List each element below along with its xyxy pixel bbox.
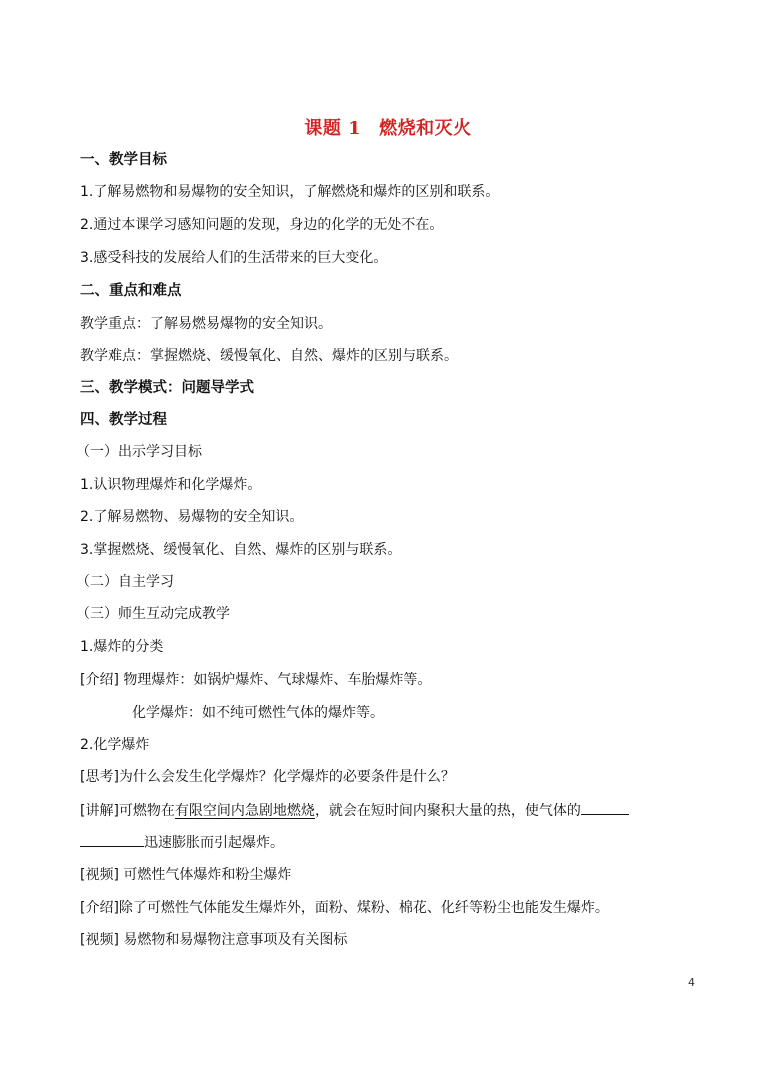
video-safety-signs: [视频] 易燃物和易爆物注意事项及有关图标: [80, 932, 348, 948]
topic-chemical-explosion: 2.化学爆炸: [80, 737, 150, 753]
key-point: 教学重点：了解易燃易爆物的安全知识。: [80, 316, 332, 332]
objective-item-3: 3.感受科技的发展给人们的生活带来的巨大变化。: [80, 250, 388, 266]
title-label: 课题 1: [304, 118, 362, 139]
intro-dust-explosion: [介绍]除了可燃性气体能发生爆炸外，面粉、煤粉、棉花、化纤等粉尘也能发生爆炸。: [80, 900, 609, 916]
intro-chemical-explosion: 化学爆炸：如不纯可燃性气体的爆炸等。: [132, 705, 384, 721]
goal-item-3: 3.掌握燃烧、缓慢氧化、自然、爆炸的区别与联系。: [80, 542, 402, 558]
section-heading-key-points: 二、重点和难点: [80, 283, 182, 299]
explain-text-a: [讲解]可燃物在: [80, 803, 175, 819]
topic-explosion-types: 1.爆炸的分类: [80, 639, 164, 655]
process-step-1: （一）出示学习目标: [76, 444, 202, 460]
think-question: [思考]为什么会发生化学爆炸？化学爆炸的必要条件是什么？: [80, 769, 455, 785]
explain-continuation: [80, 832, 284, 853]
page-number: 4: [688, 976, 695, 989]
page-title: [0, 114, 776, 140]
goal-item-1: 1.认识物理爆炸和化学爆炸。: [80, 477, 262, 493]
process-step-2: （二）自主学习: [76, 574, 174, 590]
objective-item-2: 2.通过本课学习感知问题的发现，身边的化学的无处不在。: [80, 217, 444, 233]
explain-text-d: 迅速膨胀而引起爆炸。: [144, 835, 284, 851]
explain-text-c: ，就会在短时间内聚积大量的热，使气体的: [314, 803, 581, 819]
difficulty-point: 教学难点：掌握燃烧、缓慢氧化、自然、爆炸的区别与联系。: [80, 348, 458, 364]
section-heading-process: 四、教学过程: [80, 412, 167, 428]
process-step-3: （三）师生互动完成教学: [76, 606, 230, 622]
explain-underline-1: 有限空间内: [174, 803, 245, 819]
section-heading-objectives: 一、教学目标: [80, 152, 167, 168]
explain-underline-2: 急剧地燃烧: [244, 803, 315, 819]
fill-blank-2: [80, 832, 144, 847]
fill-blank-1: [581, 800, 629, 815]
objective-item-1: 1.了解易燃物和易爆物的安全知识，了解燃烧和爆炸的区别和联系。: [80, 184, 500, 200]
explain-paragraph: [80, 800, 629, 821]
intro-physical-explosion: [介绍] 物理爆炸：如锅炉爆炸、气球爆炸、车胎爆炸等。: [80, 672, 432, 688]
section-heading-mode: 三、教学模式：问题导学式: [80, 380, 254, 396]
title-text: 燃烧和灭火: [379, 118, 472, 139]
video-gas-dust-explosion: [视频] 可燃性气体爆炸和粉尘爆炸: [80, 867, 292, 883]
goal-item-2: 2.了解易燃物、易爆物的安全知识。: [80, 509, 304, 525]
